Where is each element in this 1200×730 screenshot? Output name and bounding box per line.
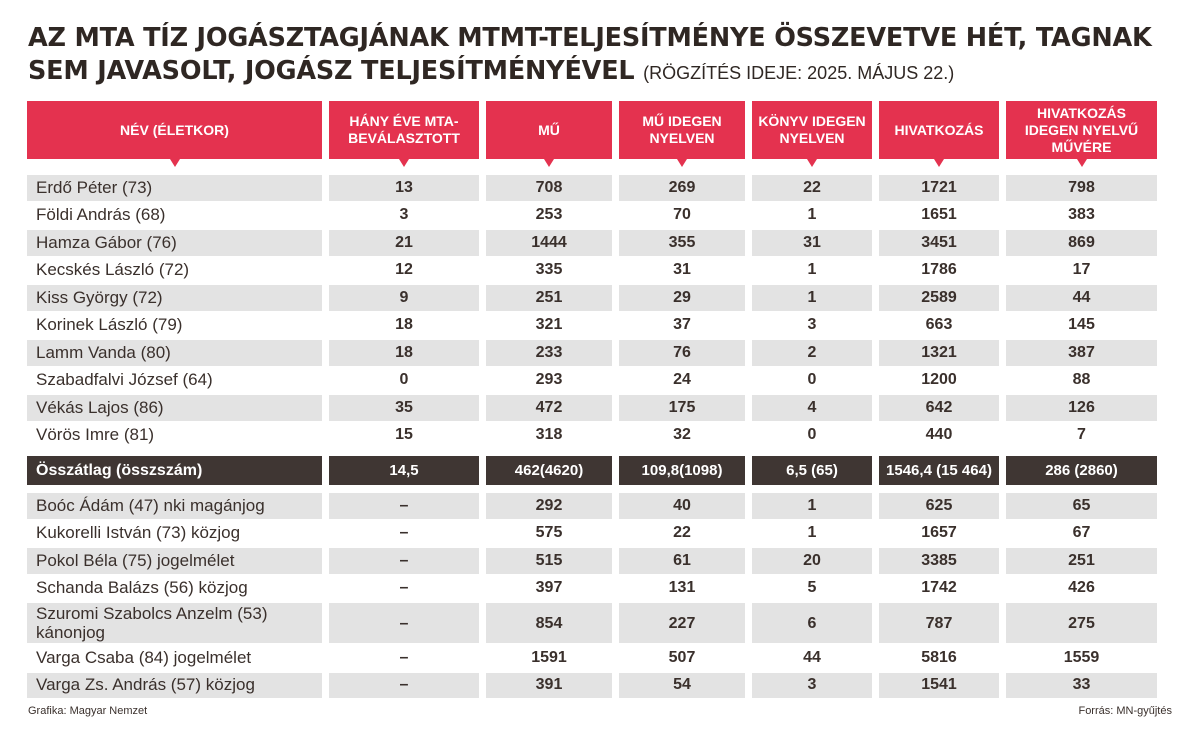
value-cell: 35 [329,395,479,421]
spacer-cell [752,487,872,491]
column-header-label: HIVATKOZÁS IDEGEN NYELVŰ MŰVÉRE [1024,104,1139,155]
table-row [27,576,1157,602]
value-cell: 286 (2860) [1006,456,1157,485]
value-cell: 269 [619,175,745,201]
value-cell: 251 [1006,548,1157,574]
value-cell: 12 [329,258,479,284]
value-cell: 18 [329,313,479,339]
value-cell: 708 [486,175,612,201]
spacer-cell [329,487,479,491]
value-cell: 507 [619,645,745,671]
value-cell: 293 [486,368,612,394]
source-text: Forrás: MN-gyűjtés [1078,705,1172,717]
value-cell: 869 [1006,230,1157,256]
column-header [619,101,745,159]
column-header-label: MŰ [538,121,560,138]
value-cell: 440 [879,423,999,449]
name-cell: Boóc Ádám (47) nki magánjog [27,493,322,519]
value-cell: 6 [752,603,872,643]
table-row [27,258,1157,284]
title-date-note: (RÖGZÍTÉS IDEJE: 2025. MÁJUS 22.) [643,63,955,83]
value-cell: 32 [619,423,745,449]
value-cell: 44 [752,645,872,671]
value-cell: 318 [486,423,612,449]
value-cell: 3 [752,313,872,339]
value-cell: 1721 [879,175,999,201]
value-cell: 3 [752,673,872,699]
table-row [27,673,1157,699]
column-header-label: NÉV (ÉLETKOR) [120,121,229,138]
value-cell: 1651 [879,203,999,229]
value-cell: 1786 [879,258,999,284]
table-row [27,603,1157,643]
spacer-cell [619,450,745,454]
value-cell: 61 [619,548,745,574]
value-cell: 18 [329,340,479,366]
value-cell: – [329,603,479,643]
spacer-row [27,450,1157,454]
column-header-label: HIVATKOZÁS [894,121,984,138]
value-cell: 17 [1006,258,1157,284]
value-cell: 4 [752,395,872,421]
value-cell: 292 [486,493,612,519]
table-row [27,313,1157,339]
value-cell: 21 [329,230,479,256]
name-cell: Vékás Lajos (86) [27,395,322,421]
header-pointer [544,159,554,167]
data-table [20,99,1164,700]
value-cell: 383 [1006,203,1157,229]
name-cell: Schanda Balázs (56) közjog [27,576,322,602]
spacer-cell [329,450,479,454]
value-cell: 321 [486,313,612,339]
name-cell: Korinek László (79) [27,313,322,339]
value-cell: 227 [619,603,745,643]
value-cell: 391 [486,673,612,699]
value-cell: 387 [1006,340,1157,366]
value-cell: 251 [486,285,612,311]
spacer-cell [486,487,612,491]
column-header [329,101,479,159]
table-row [27,203,1157,229]
value-cell: 3385 [879,548,999,574]
value-cell: 37 [619,313,745,339]
header-pointer [677,159,687,167]
value-cell: 44 [1006,285,1157,311]
value-cell: 22 [619,521,745,547]
value-cell: 24 [619,368,745,394]
value-cell: – [329,645,479,671]
name-cell: Összátlag (összszám) [27,456,322,485]
table-row [27,230,1157,256]
table-row [27,368,1157,394]
value-cell: 5816 [879,645,999,671]
value-cell: 798 [1006,175,1157,201]
name-cell: Erdő Péter (73) [27,175,322,201]
value-cell: 67 [1006,521,1157,547]
value-cell: 575 [486,521,612,547]
value-cell: 1541 [879,673,999,699]
spacer-cell [1006,487,1157,491]
column-header [1006,101,1157,159]
column-header-label: HÁNY ÉVE MTA-BEVÁLASZTOTT [348,113,460,146]
spacer-cell [619,487,745,491]
value-cell: 76 [619,340,745,366]
spacer-cell [752,450,872,454]
value-cell: 7 [1006,423,1157,449]
name-cell: Varga Zs. András (57) közjog [27,673,322,699]
table-row [27,340,1157,366]
value-cell: 0 [752,368,872,394]
value-cell: 2 [752,340,872,366]
spacer-cell [486,450,612,454]
table-row [27,456,1157,485]
header-pointer [807,159,817,167]
value-cell: 0 [752,423,872,449]
value-cell: 1 [752,285,872,311]
value-cell: 2589 [879,285,999,311]
value-cell: 1 [752,203,872,229]
header-row [27,101,1157,159]
table-row [27,521,1157,547]
spacer-cell [27,487,322,491]
value-cell: 335 [486,258,612,284]
table-row [27,423,1157,449]
value-cell: 0 [329,368,479,394]
name-cell: Vörös Imre (81) [27,423,322,449]
value-cell: 253 [486,203,612,229]
value-cell: 65 [1006,493,1157,519]
title-main: AZ MTA TÍZ JOGÁSZTAGJÁNAK MTMT-TELJESÍTMÉNYE ÖSSZEVETVE HÉT, TAGNAK SEM JAVASOLT, JOGÁSZ TELJESÍTMÉNYÉVEL [28,23,1152,86]
value-cell: 472 [486,395,612,421]
value-cell: 1 [752,521,872,547]
value-cell: 355 [619,230,745,256]
value-cell: 1444 [486,230,612,256]
name-cell: Lamm Vanda (80) [27,340,322,366]
credit-text: Grafika: Magyar Nemzet [28,705,148,717]
name-cell: Kecskés László (72) [27,258,322,284]
name-cell: Hamza Gábor (76) [27,230,322,256]
value-cell: – [329,521,479,547]
header-pointer [399,159,409,167]
value-cell: 29 [619,285,745,311]
table-row [27,395,1157,421]
value-cell: 6,5 (65) [752,456,872,485]
value-cell: 1559 [1006,645,1157,671]
name-cell: Szabadfalvi József (64) [27,368,322,394]
column-header-label: MŰ IDEGEN NYELVEN [642,113,722,146]
page-title [28,22,1188,90]
column-header [752,101,872,159]
value-cell: 175 [619,395,745,421]
value-cell: 145 [1006,313,1157,339]
value-cell: 9 [329,285,479,311]
value-cell: 1321 [879,340,999,366]
column-header-label: KÖNYV IDEGEN NYELVEN [758,113,866,146]
value-cell: 1657 [879,521,999,547]
value-cell: 3451 [879,230,999,256]
value-cell: 31 [752,230,872,256]
column-header [27,101,322,159]
value-cell: – [329,576,479,602]
table-row [27,645,1157,671]
name-cell: Pokol Béla (75) jogelmélet [27,548,322,574]
value-cell: 1 [752,258,872,284]
value-cell: 397 [486,576,612,602]
name-cell: Varga Csaba (84) jogelmélet [27,645,322,671]
value-cell: – [329,673,479,699]
spacer-row [27,161,1157,173]
value-cell: 22 [752,175,872,201]
table-row [27,175,1157,201]
value-cell: 787 [879,603,999,643]
value-cell: – [329,548,479,574]
column-header [879,101,999,159]
spacer-cell [1006,450,1157,454]
value-cell: 31 [619,258,745,284]
header-pointer [934,159,944,167]
value-cell: 88 [1006,368,1157,394]
table-body [27,161,1157,698]
value-cell: 642 [879,395,999,421]
table-row [27,493,1157,519]
value-cell: 515 [486,548,612,574]
value-cell: 233 [486,340,612,366]
value-cell: 275 [1006,603,1157,643]
spacer-cell [27,450,322,454]
spacer-row [27,487,1157,491]
spacer-cell [879,450,999,454]
value-cell: 1200 [879,368,999,394]
value-cell: 3 [329,203,479,229]
value-cell: 1742 [879,576,999,602]
value-cell: 13 [329,175,479,201]
table-row [27,548,1157,574]
value-cell: 54 [619,673,745,699]
value-cell: 1 [752,493,872,519]
spacer-cell [879,487,999,491]
value-cell: 462(4620) [486,456,612,485]
table-row [27,285,1157,311]
header-pointer [170,159,180,167]
name-cell: Földi András (68) [27,203,322,229]
value-cell: 625 [879,493,999,519]
header-pointer [1077,159,1087,167]
value-cell: 1591 [486,645,612,671]
value-cell: 126 [1006,395,1157,421]
value-cell: – [329,493,479,519]
value-cell: 663 [879,313,999,339]
name-cell: Kiss György (72) [27,285,322,311]
value-cell: 40 [619,493,745,519]
value-cell: 1546,4 (15 464) [879,456,999,485]
column-header [486,101,612,159]
value-cell: 109,8(1098) [619,456,745,485]
value-cell: 5 [752,576,872,602]
value-cell: 20 [752,548,872,574]
value-cell: 14,5 [329,456,479,485]
value-cell: 854 [486,603,612,643]
name-cell: Szuromi Szabolcs Anzelm (53) kánonjog [27,603,322,643]
value-cell: 15 [329,423,479,449]
value-cell: 33 [1006,673,1157,699]
name-cell: Kukorelli István (73) közjog [27,521,322,547]
value-cell: 131 [619,576,745,602]
value-cell: 70 [619,203,745,229]
value-cell: 426 [1006,576,1157,602]
